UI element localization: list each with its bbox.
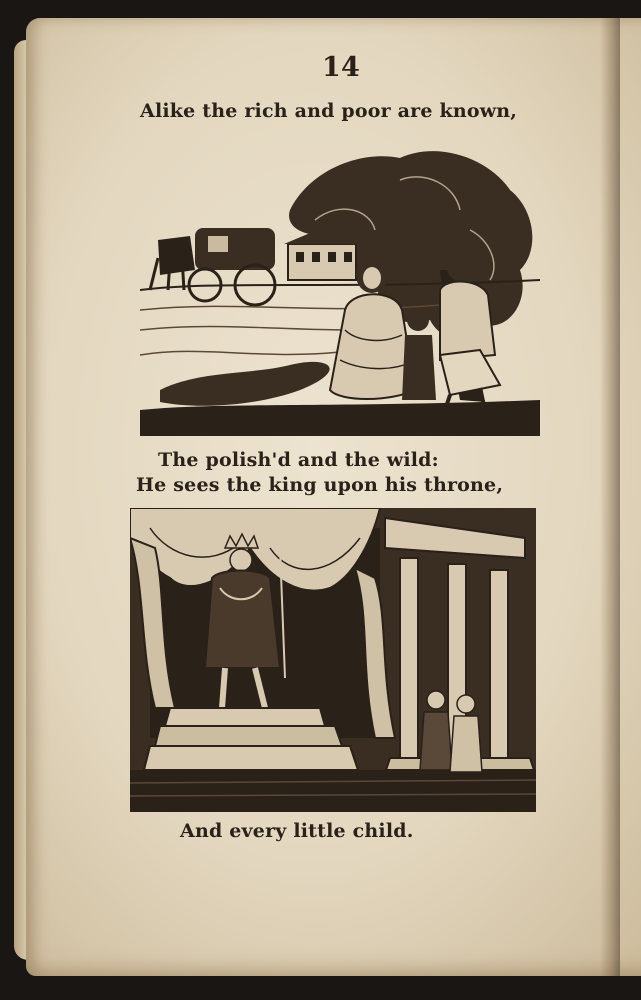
verse-line-1: Alike the rich and poor are known, [140, 100, 518, 122]
woodcut-family-under-tree [140, 140, 540, 436]
woodcut-family-illustration [140, 140, 540, 436]
woodcut-king-on-throne [130, 508, 536, 812]
book-gutter [600, 18, 620, 976]
woodcut-throne-illustration [130, 508, 536, 812]
verse-line-4: And every little child. [180, 820, 414, 842]
page-number: 14 [322, 52, 360, 83]
verse-line-2: The polish'd and the wild: [158, 449, 439, 471]
verse-line-3: He sees the king upon his throne, [136, 474, 504, 496]
